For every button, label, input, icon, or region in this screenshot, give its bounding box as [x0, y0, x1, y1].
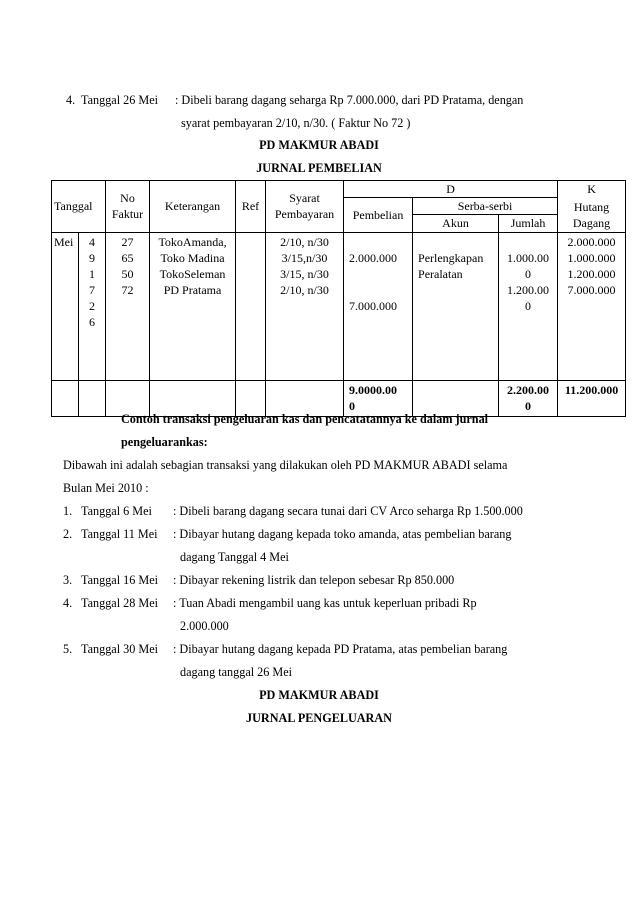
- keterangan-entry: Toko Madina: [160, 250, 225, 265]
- transaction-date: Tanggal 11 Mei: [81, 527, 158, 541]
- intro-item-number: 4.: [66, 93, 76, 107]
- day-digit: 9: [89, 250, 95, 265]
- faktur-number: 27: [121, 234, 134, 249]
- header-k: K: [558, 181, 626, 198]
- header-hutang-line2: Dagang: [572, 215, 611, 230]
- day-digit: 6: [89, 314, 95, 329]
- total-empty: [79, 380, 106, 416]
- jumlah-value: 0: [525, 266, 532, 281]
- intro-item-date: Tanggal 26 Mei: [81, 93, 158, 107]
- header-no-faktur: [106, 181, 150, 233]
- header-tanggal: Tanggal: [52, 181, 106, 233]
- transaction-number: 4.: [63, 596, 73, 610]
- day-digit: 4: [89, 234, 95, 249]
- hutang-value: 2.000.000: [567, 234, 616, 249]
- faktur-number: 50: [121, 266, 134, 281]
- cell-ref: [236, 232, 266, 380]
- cell-jumlah: [499, 232, 558, 380]
- hutang-value: 7.000.000: [567, 282, 616, 297]
- total-jumlah-line1: 2.200.00: [507, 382, 550, 397]
- total-jumlah-line2: 0: [525, 398, 532, 413]
- transaction-text-cont: dagang Tanggal 4 Mei: [180, 550, 289, 564]
- header-no-line1: No: [120, 191, 135, 206]
- header-hutang-dagang: [558, 198, 626, 233]
- transaction-number: 1.: [63, 504, 73, 518]
- jumlah-value: 1.200.00: [507, 282, 550, 297]
- total-jumlah: [499, 380, 558, 416]
- keterangan-entry: TokoAmanda,: [158, 234, 227, 249]
- pembelian-value: 2.000.000: [349, 250, 398, 265]
- hutang-value: 1.000.000: [567, 250, 616, 265]
- pembelian-value: 7.000.000: [349, 298, 398, 313]
- company-title: PD MAKMUR ABADI: [259, 138, 379, 152]
- day-digit: 7: [89, 282, 95, 297]
- cell-days: [79, 232, 106, 380]
- transaction-number: 2.: [63, 527, 73, 541]
- header-jumlah: Jumlah: [499, 215, 558, 232]
- faktur-number: 65: [121, 250, 134, 265]
- transaction-date: Tanggal 6 Mei: [81, 504, 152, 518]
- total-empty: [52, 380, 79, 416]
- day-digit: 1: [89, 266, 95, 281]
- total-hutang: 11.200.000: [558, 380, 626, 416]
- syarat-entry: 2/10, n/30: [280, 282, 329, 297]
- faktur-number: 72: [121, 282, 134, 297]
- keterangan-entry: TokoSeleman: [159, 266, 226, 281]
- section2-heading-line1: Contoh transaksi pengeluaran kas dan pencatatannya ke dalam jurnal: [121, 412, 489, 426]
- transaction-text: : Tuan Abadi mengambil uang kas untuk keperluan pribadi Rp: [173, 596, 477, 610]
- header-no-line2: Faktur: [111, 207, 144, 222]
- header-akun: Akun: [413, 215, 499, 232]
- transaction-date: Tanggal 16 Mei: [81, 573, 158, 587]
- transaction-text-cont: 2.000.000: [180, 619, 229, 633]
- intro-item-text-line1: : Dibeli barang dagang seharga Rp 7.000.000, dari PD Pratama, dengan: [175, 93, 524, 107]
- journal-title-pembelian: JURNAL PEMBELIAN: [256, 161, 382, 175]
- header-hutang-line1: Hutang: [573, 199, 610, 214]
- day-digit: 2: [89, 298, 95, 313]
- section2-intro-line1: Dibawah ini adalah sebagian transaksi yang dilakukan oleh PD MAKMUR ABADI selama: [63, 458, 508, 472]
- total-pembelian-line2: 0: [349, 398, 356, 413]
- intro-item-text-line2: syarat pembayaran 2/10, n/30. ( Faktur No 72 ): [181, 116, 411, 130]
- transaction-text: : Dibayar rekening listrik dan telepon sebesar Rp 850.000: [173, 573, 455, 587]
- cell-faktur: [106, 232, 150, 380]
- transaction-number: 5.: [63, 642, 73, 656]
- transaction-date: Tanggal 30 Mei: [81, 642, 158, 656]
- header-syarat: [266, 181, 344, 233]
- header-syarat-line2: Pembayaran: [274, 207, 335, 222]
- keterangan-entry: PD Pratama: [163, 282, 222, 297]
- cell-pembelian: [344, 232, 413, 380]
- cell-month: Mei: [52, 232, 79, 380]
- section2-intro-line2: Bulan Mei 2010 :: [63, 481, 149, 495]
- transaction-text-cont: dagang tanggal 26 Mei: [180, 665, 293, 679]
- header-syarat-line1: Syarat: [289, 191, 320, 206]
- akun-entry: Perlengkapan: [418, 250, 484, 265]
- header-keterangan: Keterangan: [150, 181, 236, 233]
- hutang-value: 1.200.000: [567, 266, 616, 281]
- header-ref: Ref: [236, 181, 266, 233]
- cell-keterangan: [150, 232, 236, 380]
- cell-syarat: [266, 232, 344, 380]
- total-pembelian-line1: 9.0000.00: [349, 382, 398, 397]
- syarat-entry: 3/15,n/30: [281, 250, 328, 265]
- syarat-entry: 3/15, n/30: [280, 266, 329, 281]
- section2-heading-line2: pengeluarankas:: [121, 435, 208, 449]
- header-pembelian: Pembelian: [344, 198, 413, 233]
- cell-hutang: [558, 232, 626, 380]
- syarat-entry: 2/10, n/30: [280, 234, 329, 249]
- transaction-text: : Dibeli barang dagang secara tunai dari CV Arco seharga Rp 1.500.000: [173, 504, 523, 518]
- akun-entry: Peralatan: [418, 266, 463, 281]
- company-title-2: PD MAKMUR ABADI: [259, 688, 379, 702]
- header-serba-serbi: Serba-serbi: [413, 198, 558, 215]
- journal-title-pengeluaran: JURNAL PENGELUARAN: [246, 711, 392, 725]
- jumlah-value: 1.000.00: [507, 250, 550, 265]
- transaction-text: : Dibayar hutang dagang kepada toko amanda, atas pembelian barang: [173, 527, 512, 541]
- transaction-number: 3.: [63, 573, 73, 587]
- cell-akun: [413, 232, 499, 380]
- journal-pembelian-table: [51, 180, 626, 417]
- jumlah-value: 0: [525, 298, 532, 313]
- header-d: D: [344, 181, 558, 198]
- transaction-date: Tanggal 28 Mei: [81, 596, 158, 610]
- transaction-text: : Dibayar hutang dagang kepada PD Pratama, atas pembelian barang: [173, 642, 508, 656]
